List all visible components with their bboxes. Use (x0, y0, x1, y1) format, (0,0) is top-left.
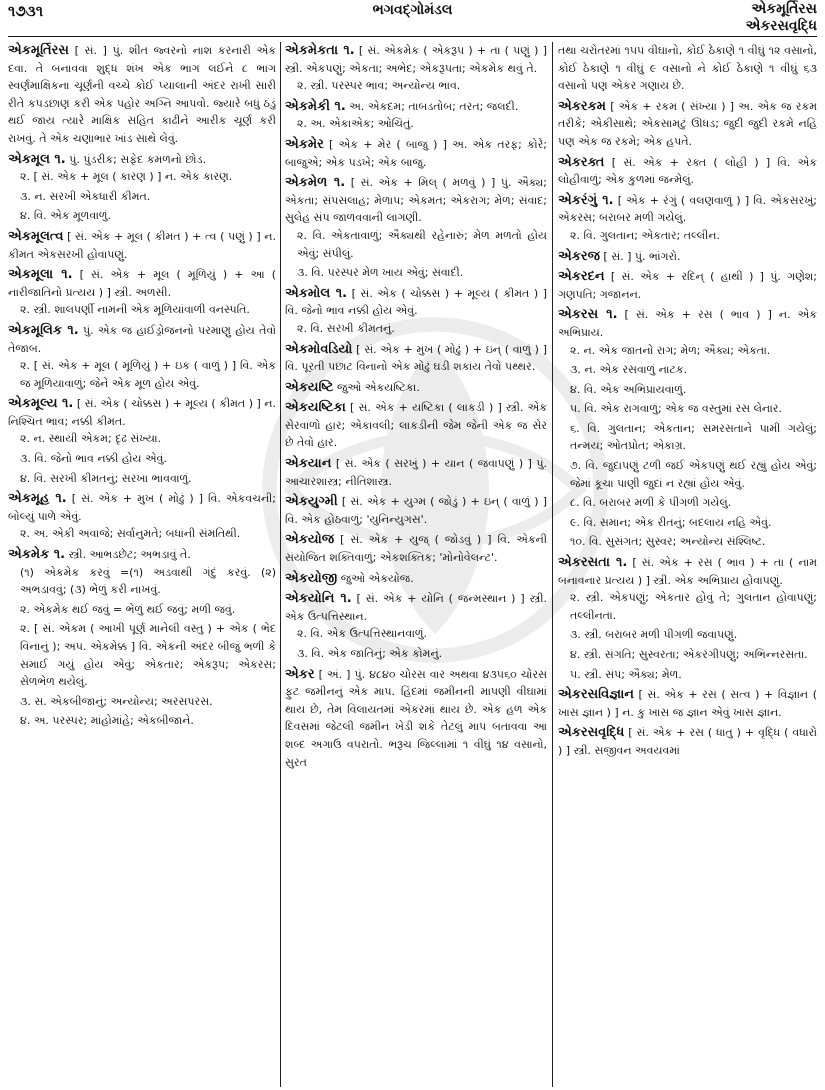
dictionary-entry (285, 666, 547, 772)
headword: એકરક્ત (558, 154, 605, 170)
entry-body (8, 546, 276, 564)
sub-sense: ૯. વિ. સમાન; એક રીતનું; બદલાય નહિ એવું. (570, 515, 772, 529)
dictionary-entry (558, 192, 817, 245)
headword: એકરંગું ૧. (558, 192, 614, 208)
definition-text: [ સં. એક + મિલ્ ( મળવું ) ] પું. ઐક્ય; એકતા; સંપસલાહ; મેળાપ; એકમત; એકરાગ; મેળ; સંવાદ; સુલેહ સંપ જાળવવાની લાગણી. (285, 176, 547, 225)
entry-body (285, 455, 547, 490)
headword: એકયોજ (285, 532, 335, 548)
dictionary-entry (558, 42, 817, 95)
dictionary-entry (285, 399, 547, 452)
sub-sense: ૩. સ્ત્રી. બરાબર મળી પીગળી જવાપણું. (570, 628, 738, 642)
entry-body (558, 42, 817, 95)
entry-body (285, 399, 547, 452)
definition-text: [ સં. એક + યોનિ ( જન્મસ્થાન ) ] સ્ત્રી. એક ઉત્પત્તિસ્થાન. (285, 592, 547, 623)
dictionary-entry (558, 268, 817, 303)
dictionary-entry (285, 455, 547, 490)
definition-text: [ સં. એક + મુખ ( મોઢું ) ] વિ. એકવચની; બોલ્યું પાળે એવું. (8, 492, 276, 523)
entry-body (285, 174, 547, 227)
headword: એકરકમ (558, 98, 606, 114)
column-divider (280, 42, 281, 1087)
dictionary-entry (558, 248, 817, 266)
entry-body (558, 686, 817, 721)
definition-text: [ સં. એક + રસ ( ભાવ ) ] ન. એક અભિપ્રાય. (558, 308, 817, 339)
headword: એકમૂલા ૧. (8, 267, 73, 283)
dictionary-entry (558, 724, 817, 759)
definition-text: [ સં. એક ( સરખું ) + યાન ( જવાપણું ) ] પું. આચારશાસ્ત્ર; નીતિશાસ્ત્ર. (285, 457, 547, 488)
entry-body (558, 192, 817, 227)
guide-word-last: એકરસવૃદ્ધિ (745, 18, 817, 34)
definition-text: જુઓ એકયષ્ટિકા. (333, 380, 420, 394)
dictionary-entry (8, 322, 276, 392)
dictionary-entry (558, 686, 817, 721)
sub-sense: (૧) એકમેક કરવું =(૧) અડવાથી ગંદું કરવું. (૨) અભડાવવું; (૩) ભેળું કરી નાખવું. (20, 565, 276, 597)
dictionary-entry (8, 151, 276, 225)
definition-text: [ એક + રંગું ( વલણવાળું ) ] વિ. એકસરખું; એકરસ; બરાબર મળી ગયેલું. (558, 193, 817, 225)
sub-sense: ૩. ન. એક રસવાળું નાટક. (570, 363, 688, 377)
definition-text: [ એક + રકમ ( સંખ્યા ) ] અ. એક જ રકમ તરીકે; એકીસાથે; એકસામટું ઊધડ; જુદી જુદી રકમે નહિ પણ એક જ રકમે; એક હપતે. (558, 99, 817, 148)
sub-sense: ૩. વિ. પરસ્પર મેળ ખાય એવું; સંવાદી. (297, 266, 464, 280)
entry-body (558, 154, 817, 189)
entry-body (558, 248, 817, 266)
entry-body (285, 379, 547, 397)
entry-body (558, 306, 817, 341)
sub-sense: ૪. વિ. એક મૂળવાળું. (20, 209, 111, 223)
definition-text: અ. એકદમ; તાબડતોબ; તરત; જલદી. (345, 99, 519, 113)
dictionary-entry (285, 285, 547, 338)
definition-text: જુઓ એકયોજ. (337, 571, 414, 585)
entry-body (8, 42, 276, 148)
definition-text: પું. એક જ હાઈડ્રોજનનો પરમાણુ હોય તેવો તેજાબ. (8, 323, 276, 355)
sub-sense: ૨. [ સં. એક + મૂલ ( મૂળિયું ) + ઇક ( વાળું ) ] વિ. એક જ મૂળિયાવાળું; જેને એક મૂળ હોય એવું. (20, 359, 276, 390)
headword: એકમેકતા ૧. (285, 43, 355, 58)
column-1 (8, 42, 276, 1087)
definition-text: તથા ચરોતરમાં ૧૫૫ વીઘાનો, કોઈ ઠેકાણે ૧ વીઘું ૧૨ વસાનો, કોઈ ઠેકાણે ૧ વીઘું ૯ વસાનો ને કોઈ ઠેકાણે ૧ વીઘું ૬૩ વસાનો પણ એકર ગણાય છે. (558, 44, 817, 93)
entry-body (8, 151, 276, 169)
headword: એકમૂલ ૧. (8, 151, 66, 167)
definition-text: [ અં. ] પું. ૪૮૪૦ ચોરસ વાર અથવા ૪૩૫૬૦ ચોરસ ફુટ જમીનનું એક માપ. હિંદમાં જમીનની માપણી વીઘામાં થાય છે, તેમ વિલાયતમાં એકરમાં થાય છે. એક હળ એક દિવસમાં જેટલી જમીન ખેડી શકે તેટલું માપ બતાવવા આ શબ્દ અગાઉ વપરાતો. ભરૂચ જિલ્લામાં ૧ વીઘું ૧૪ વસાનો, સુરત (285, 667, 547, 769)
entry-body (285, 493, 547, 528)
dictionary-entry (285, 531, 547, 566)
sub-sense: ૨. વિ. એકતાવાળું; ઐક્યથી રહેનારું; મેળ મળતો હોય એવું; સંપીલું. (297, 228, 547, 260)
dictionary-entry (285, 42, 547, 95)
headword: એકમોવડિયો (285, 341, 353, 357)
entry-body (285, 531, 547, 566)
dictionary-entry (8, 546, 276, 730)
sub-sense: ૪. વિ. એક અભિપ્રાયવાળું. (570, 382, 687, 396)
entry-body (558, 554, 817, 589)
dictionary-entry (8, 266, 276, 319)
definition-text: [ સં. એક + રસ ( ધાતુ ) + વૃદ્ધિ ( વધારો ) ] સ્ત્રી. સજીવન અવયવમાં (558, 726, 817, 757)
dictionary-entry (285, 98, 547, 133)
headword: એકમૂલ્ય ૧. (8, 396, 74, 412)
sub-sense: ૨. ન. સ્થાયી એકમ; દૃઢ સંખ્યા. (20, 432, 162, 446)
definition-text: [ સં. એક + યષ્ટિકા ( લાકડી ) ] સ્ત્રી. એક સેરવાળો હાર; એકાવલી; લાકડીની જેમ જેની એક જ સેર છે તેવો હાર. (285, 401, 547, 450)
header-rule (8, 36, 817, 37)
dictionary-entry (285, 379, 547, 397)
definition-text: [ સં. એક + રક્ત ( લોહી ) ] વિ. એક લોહીવાળું; એક કુળમાં જન્મેલું. (558, 155, 817, 187)
sub-sense: ૪. સ્ત્રી. સંગતિ; સુસ્વરતા; એકરંગીપણું; અભિન્નરસતા. (570, 648, 808, 661)
headword: એકમેકી ૧. (285, 98, 346, 114)
definition-text: [ સં. ] પું. ભાંગરો. (599, 249, 681, 263)
definition-text: [ સં. એક ( ચોક્કસ ) + મૂલ્ય ( કીમત ) ] ન. નિશ્ચિત ભાવ; નક્કી કીમત. (8, 397, 276, 428)
headword: એકમૂલિક ૧. (8, 322, 79, 338)
sub-sense: ૫. વિ. એક રાગવાળું; એક જ વસ્તુમાં રસ લેનાર. (570, 402, 782, 416)
dictionary-entry (558, 98, 817, 151)
definition-text: [ સં. એક + રદિન્ ( હાથી ) ] પું. ગણેશ; ગણપતિ; ગજાનન. (558, 270, 817, 301)
sub-sense: ૧૦. વિ. સુસંગત; સુસ્વર; અન્યોન્ય સંશ્લિષ્ટ. (570, 535, 766, 549)
definition-text: [ સં. એક ( ચોક્કસ ) + મૂલ્ય ( કીમત ) ] વિ. જેનો ભાવ નક્કી હોય એવું. (285, 286, 547, 318)
sub-sense: ૨. સ્ત્રી. શાલપર્ણી નામની એક મૂળિયાંવાળી વનસ્પતિ. (20, 303, 250, 317)
sub-sense: ૩. ન. સરખી એકધારી કીમત. (20, 189, 151, 203)
sub-sense: ૭. વિ. જુદાપણું ટળી જઈ એકપણું થઈ રહ્યું હોય એવું; જેમાં કૂચા પાણી જુદાં ન રહ્યાં હોય એવું. (570, 459, 817, 490)
sub-sense: ૨. [ સં. એક + મૂલ ( કારણ ) ] ન. એક કારણ. (20, 170, 233, 184)
headword: એકરસ ૧. (558, 307, 618, 323)
sub-sense: ૨. વિ. ગુલતાન; એકતાર; તલ્લીન. (570, 228, 720, 242)
definition-text: [ સં. એક + યુગ્મ ( જોડું ) + ઇન્ ( વાળું ) ] વિ. એક હોઠવાળું; 'યુનિન્યુગસ'. (285, 495, 547, 526)
sub-sense: ૬. વિ. ગુલતાન; એકતાન; સમરસતાને પામી ગયેલું; તન્મય; ઓતપ્રોત; એકાગ્ર. (570, 421, 817, 453)
headword: એકમેક ૧. (8, 547, 66, 563)
definition-text: [ સં. એક + રસ ( સત્વ ) + વિજ્ઞાન ( ખાસ જ્ઞાન ) ] ન. કુ ખાસ જ જ્ઞાન એવું ખાસ જ્ઞાન. (558, 688, 817, 719)
sub-sense: ૨. સ્ત્રી. પરસ્પર ભાવ; અન્યોન્ય ભાવ. (297, 79, 461, 93)
definition-text: પું. પુંડરીક; સફેદ કમળનો છોડ. (65, 152, 207, 166)
sub-sense: ૨. ન. એક જાતનો રાગ; મેળ; ઐક્ય; એકતા. (570, 343, 771, 357)
headword: એકયાન (285, 456, 332, 472)
sub-sense: ૨. અ. એકી અવાજે; સર્વાનુમતે; બધાંની સંમતિથી. (20, 527, 241, 541)
entry-body (285, 98, 547, 116)
headword: એકરદન (558, 269, 605, 285)
dictionary-entry (558, 554, 817, 683)
entry-body (8, 322, 276, 357)
entry-body (285, 136, 547, 171)
dictionary-entry (285, 590, 547, 662)
entry-body (8, 490, 276, 525)
guide-word-first: એકમૂર્તિરસ (751, 1, 817, 17)
dictionary-entry (285, 570, 547, 588)
sub-sense: ૨. સ્ત્રી. એકપણું; એકતાર હોવું તે; ગુલતાન હોવાપણું; તલ્લીનતા. (570, 591, 817, 622)
entry-body (285, 42, 547, 77)
page-number: ૧૭૩૧ (8, 2, 44, 20)
headword: એકરસવિજ્ઞાન (558, 687, 634, 703)
definition-text: [ સં. એક + યુજ્ ( જોડવું ) ] વિ. એકની સંયોજિત શક્તિવાળું; એકશક્તિક; 'મોનોવેલન્ટ'. (285, 533, 547, 565)
entry-body (558, 724, 817, 759)
sub-sense: ૨. વિ. સરખી કીમતનું. (297, 321, 395, 335)
sub-sense: ૫. સ્ત્રી. સંપ; ઐક્ય; મેળ. (570, 667, 682, 681)
dictionary-entry (558, 306, 817, 551)
dictionary-entry (285, 341, 547, 376)
dictionary-entry (8, 228, 276, 263)
entry-body (8, 395, 276, 430)
column-2 (285, 42, 547, 1087)
headword: એકમૂહ ૧. (8, 491, 67, 507)
sub-sense: ૨. એકમેક થઈ જવું = ભેળું થઈ જવું; મળી જવું. (20, 602, 236, 616)
dictionary-entry (8, 395, 276, 487)
headword: એકમૂર્તિરસ (8, 43, 69, 58)
running-title: ભગવદ્ગોમંડલ (372, 2, 453, 18)
sub-sense: ૪. અ. પરસ્પર; માંહોમાંહે; એકબીજાને. (20, 714, 194, 728)
sub-sense: ૮. વિ. બરાબર મળી કે પીગળી ગયેલું. (570, 496, 732, 510)
column-divider (552, 42, 553, 1087)
definition-text: સ્ત્રી. આભડછેટ; અભડાવું તે. (65, 548, 191, 562)
headword: એકમોલ ૧. (285, 285, 348, 301)
dictionary-entry (285, 493, 547, 528)
sub-sense: ૨. વિ. એક ઉત્પત્તિસ્થાનવાળું. (297, 627, 427, 641)
headword: એકમૂલત્વ (8, 228, 64, 244)
headword: એકયષ્ટિ (285, 379, 334, 395)
definition-text: [ સં. એક + રસ ( ભાવ ) + તા ( નામ બનાવનાર પ્રત્યય ) ] સ્ત્રી. એક અભિપ્રાય હોવાપણું. (558, 556, 817, 587)
definition-text: [ સં. એક + મુખ ( મોઢું ) + ઇન્ ( વાળું ) ] વિ. પૂરતી પછાટ વિનાનો એક મોઢું ઘડી શકાય તેવો પથ્થર. (285, 342, 547, 374)
sub-sense: ૩. વિ. એક જાતિનું; એક કોમનું. (297, 647, 443, 660)
definition-text: [ સં. ] પું. શીત જ્વરનો નાશ કરનારી એક દવા. તે બનાવવા શુદ્ધ શંખ એક ભાગ લઈને ૮ ભાગ સ્વર્ણમાક્ષિકના ચૂર્ણની વચ્ચે કોઈ પ્યાલાની અંદર રાખી સારી રીતે કપડછાણ કરી એક પહોર અગ્નિ આપવો. જ્યારે બધું ઠંડું થઈ જાય ત્યારે માક્ષિક સહિત કાઢીને આરીક ચૂર્ણ કરી રાખવું. તે એક ચણાભાર ખાંડ સાથે લેવું. (8, 44, 276, 145)
headword: એકર (285, 666, 315, 682)
column-3 (558, 42, 817, 1087)
definition-text: [ એક + મેર ( બાજુ ) ] અ. એક તરફ; કોરે; બાજુએ; એક પડખે; એક બાજુ. (285, 137, 547, 169)
definition-text: [ સં. એક + મૂલ ( મૂળિયું ) + આ ( નારીજાતિનો પ્રત્યય ) ] સ્ત્રી. અળસી. (8, 268, 276, 299)
headword: એકમેળ ૧. (285, 175, 346, 191)
headword: એકરજ (558, 248, 600, 264)
entry-body (558, 268, 817, 303)
entry-body (285, 590, 547, 625)
entry-body (285, 285, 547, 320)
sub-sense: ૩. વિ. જેનો ભાવ નક્કી હોય એવું. (20, 452, 167, 466)
entry-body (8, 266, 276, 301)
entry-body (8, 228, 276, 263)
entry-body (285, 570, 547, 588)
dictionary-entry (8, 490, 276, 543)
sub-sense: ૩. સ. એકબીજાનું; અન્યોન્ય; અરસપરસ. (20, 694, 213, 708)
sub-sense: ૪. વિ. સરખી કીમતનું; સરખા ભાવવાળું. (20, 471, 192, 485)
headword: એકરસતા ૧. (558, 555, 628, 571)
dictionary-entry (8, 42, 276, 148)
headword: એકયોનિ ૧. (285, 591, 352, 607)
headword: એકયોજી (285, 570, 338, 586)
headword: એકયષ્ટિકા (285, 400, 346, 416)
entry-body (285, 666, 547, 772)
sub-sense: ૨. [ સં. એકમ ( આખી પૂર્ણ માનેલી વસ્તુ ) + એક ( ભેદ વિનાનું ); અપ. એકમેક્ક ] વિ. એકની અંદર બીજું ભળી કે સમાઈ ગયું હોય એવું; એકતાર; એકરૂપ; એકરસ; સેળભેળ થયેલું. (20, 622, 276, 689)
entry-body (558, 98, 817, 151)
headword: એકમેર (285, 136, 324, 152)
definition-text: [ સં. એક + મૂલ ( કીમત ) + ત્વ ( પણું ) ] ન. કીમત એકસરખી હોવાપણું. (8, 229, 276, 261)
headword: એકરસવૃદ્ધિ (558, 725, 625, 741)
dictionary-entry (285, 174, 547, 282)
dictionary-entry (285, 136, 547, 171)
dictionary-entry (558, 154, 817, 189)
definition-text: [ સં. એકમેક ( એકરૂપ ) + તા ( પણું ) ] સ્ત્રી. એકપણું; એકતા; અભેદ; એકરૂપતા; એકમેક થવું તે. (285, 44, 547, 75)
entry-body (285, 341, 547, 376)
headword: એકયુગ્મી (285, 494, 338, 510)
sub-sense: ૨. અ. એકાએક; ઓચિંતું. (297, 117, 414, 131)
